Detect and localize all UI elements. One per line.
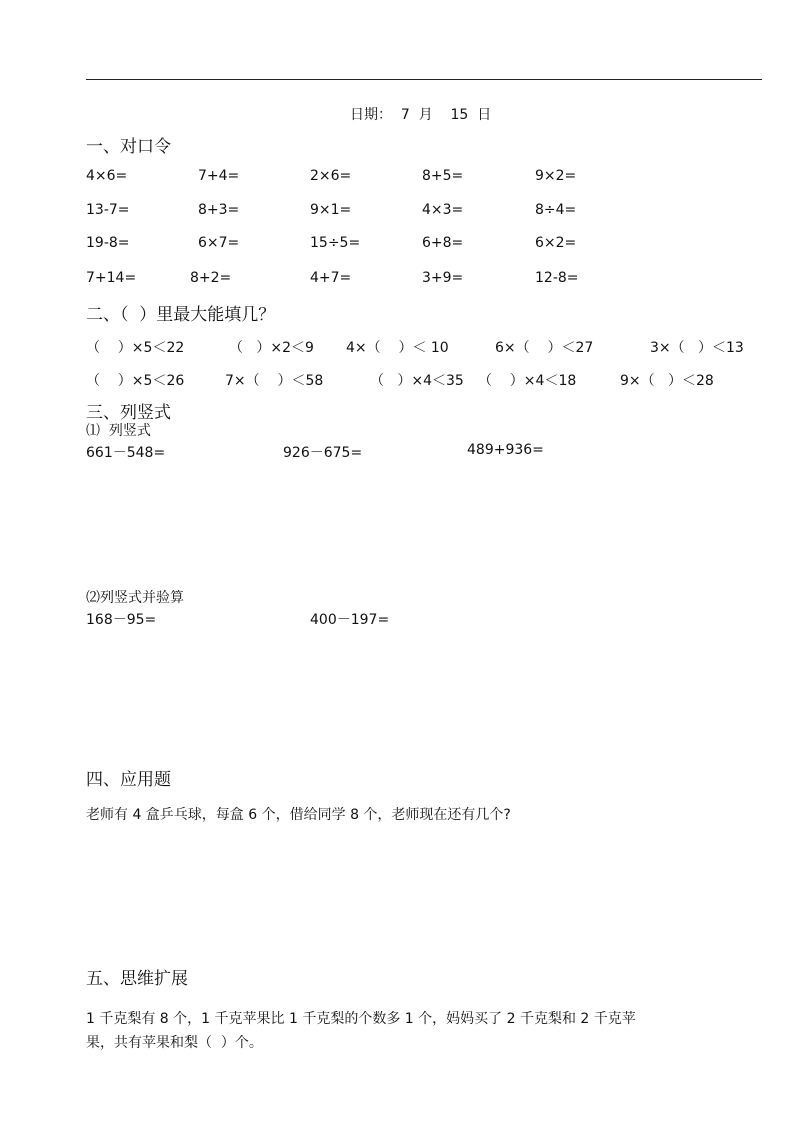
oral-problem: 9×2= xyxy=(535,168,577,184)
fill-blank-problem: （ ）×5＜26 xyxy=(86,373,185,389)
oral-problem: 7+14= xyxy=(86,270,137,286)
section4-title: 四、应用题 xyxy=(86,770,171,790)
section5-title: 五、思维扩展 xyxy=(86,969,188,989)
section1-title: 一、对口令 xyxy=(86,137,171,157)
oral-problem: 6×7= xyxy=(198,235,240,251)
extension-problem-line: 1 千克梨有 8 个，1 千克苹果比 1 千克梨的个数多 1 个，妈妈买了 2 千克梨和 2 千克苹 xyxy=(86,1011,636,1027)
oral-problem: 15÷5= xyxy=(310,235,361,251)
oral-problem: 2×6= xyxy=(310,168,352,184)
vertical-calc-problem: 489+936= xyxy=(467,442,544,458)
oral-problem: 8+2= xyxy=(190,270,232,286)
vertical-calc-problem: 926－675= xyxy=(283,445,363,461)
extension-problem-line: 果，共有苹果和梨（ ）个。 xyxy=(86,1035,263,1051)
section2-title: 二、（ ）里最大能填几？ xyxy=(86,305,276,325)
fill-blank-problem: 6×（ ）＜27 xyxy=(495,340,594,356)
date-line: 日期： 7 月 15 日 xyxy=(350,107,492,123)
oral-problem: 4×3= xyxy=(422,202,464,218)
oral-problem: 8+3= xyxy=(198,202,240,218)
vertical-calc-problem: 400－197= xyxy=(310,612,390,628)
fill-blank-problem: 7×（ ）＜58 xyxy=(225,373,324,389)
top-rule xyxy=(86,79,762,80)
word-problem: 老师有 4 盒乒乓球，每盒 6 个，借给同学 8 个，老师现在还有几个? xyxy=(86,807,511,823)
section3-part1-title: ⑴ 列竖式 xyxy=(86,423,151,439)
oral-problem: 13-7= xyxy=(86,202,130,218)
oral-problem: 4×6= xyxy=(86,168,128,184)
oral-problem: 19-8= xyxy=(86,235,130,251)
fill-blank-problem: 4×（ ）＜ 10 xyxy=(346,340,449,356)
vertical-calc-problem: 661－548= xyxy=(86,445,166,461)
oral-problem: 3+9= xyxy=(422,270,464,286)
vertical-calc-problem: 168－95= xyxy=(86,612,157,628)
fill-blank-problem: （ ）×4＜18 xyxy=(478,373,577,389)
oral-problem: 4+7= xyxy=(310,270,352,286)
fill-blank-problem: （ ）×5＜22 xyxy=(86,340,185,356)
fill-blank-problem: （ ）×2＜9 xyxy=(229,340,314,356)
section3-part2-title: ⑵列竖式并验算 xyxy=(86,590,184,606)
oral-problem: 6+8= xyxy=(422,235,464,251)
fill-blank-problem: 3×（ ）＜13 xyxy=(650,340,744,356)
oral-problem: 9×1= xyxy=(310,202,352,218)
fill-blank-problem: （ ）×4＜35 xyxy=(370,373,464,389)
oral-problem: 12-8= xyxy=(535,270,579,286)
fill-blank-problem: 9×（ ）＜28 xyxy=(620,373,714,389)
oral-problem: 6×2= xyxy=(535,235,577,251)
section3-title: 三、列竖式 xyxy=(86,403,171,423)
oral-problem: 8+5= xyxy=(422,168,464,184)
oral-problem: 8÷4= xyxy=(535,202,577,218)
oral-problem: 7+4= xyxy=(198,168,240,184)
